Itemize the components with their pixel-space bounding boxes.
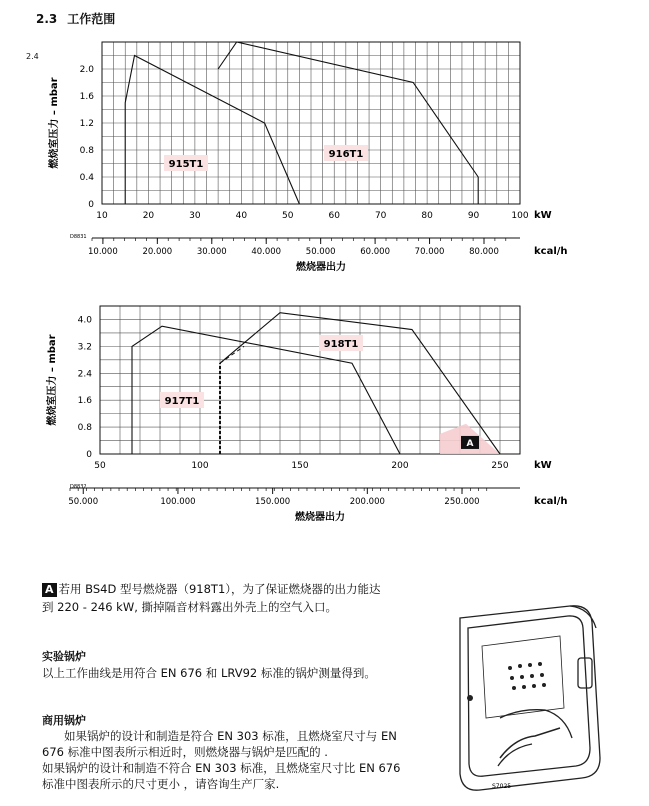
kcal-tick-label: 50.000 <box>68 497 99 507</box>
x-unit: kW <box>534 210 552 221</box>
kcal-tick-label: 40.000 <box>251 247 282 257</box>
x-tick-label: 20 <box>142 211 155 221</box>
section-number: 2.3 <box>36 12 58 26</box>
x-tick-label: 60 <box>328 211 340 221</box>
chart-code: D8832 <box>70 484 87 490</box>
y-tick-label: 0.8 <box>79 146 94 156</box>
y-axis-label: 燃烧室压力 – mbar <box>47 334 58 426</box>
y-tick-label: 0.4 <box>79 173 94 183</box>
x-tick-label: 50 <box>94 461 106 471</box>
kcal-tick-label: 10.000 <box>88 247 118 257</box>
x-tick-label: 90 <box>467 211 480 221</box>
note-a-badge: A <box>42 583 57 597</box>
y-tick-label: 3.2 <box>77 342 92 353</box>
x-tick-label: 100 <box>191 461 209 471</box>
commercial-line4: 标准中图表所示的尺寸更小 ，请咨询生产厂家. <box>42 777 280 791</box>
kcal-tick-label: 70.000 <box>414 247 445 257</box>
test-boiler-text: 以上工作曲线是用符合 EN 676 和 LRV92 标准的锅炉测量得到。 <box>42 666 376 680</box>
commercial-line1: 如果锅炉的设计和制造是符合 EN 303 标准，且燃烧室尺寸与 EN <box>64 729 397 743</box>
y-tick-label: 0.8 <box>77 423 92 434</box>
burner-illustration <box>440 598 610 798</box>
series-label: 916T1 <box>328 149 364 160</box>
y-tick-label: 0 <box>86 450 92 460</box>
x-tick-label: 30 <box>189 211 201 221</box>
commercial-line2: 676 标准中图表所示相近时，则燃烧器与锅炉是匹配的 . <box>42 745 328 759</box>
kcal-tick-label: 80.000 <box>469 247 499 257</box>
illustration-code: S7025 <box>492 783 512 790</box>
x-tick-label: 40 <box>235 211 248 221</box>
note-a <box>42 580 381 616</box>
kcal-tick-label: 30.000 <box>196 247 227 257</box>
figure-number: 2.4 <box>26 52 39 61</box>
y-tick-label: 2.4 <box>77 369 92 380</box>
series-label: 917T1 <box>164 396 200 407</box>
y-tick-label: 0 <box>88 200 94 210</box>
x-tick-label: 200 <box>391 461 409 471</box>
series-label: 918T1 <box>323 339 359 350</box>
x-axis-label: 燃烧器出力 <box>296 262 346 273</box>
y-tick-label: 1.6 <box>79 92 94 102</box>
kcal-tick-label: 20.000 <box>142 247 173 257</box>
series-line-915T1 <box>125 56 299 205</box>
x-unit: kW <box>534 460 552 471</box>
note-a-line2: 到 220 - 246 kW, 撕掉隔音材料露出外壳上的空气入口。 <box>42 600 338 614</box>
kcal-tick-label: 200.000 <box>349 497 385 507</box>
x-tick-label: 150 <box>291 461 309 471</box>
kcal-unit: kcal/h <box>534 246 568 257</box>
series-label: 915T1 <box>168 159 204 170</box>
kcal-tick-label: 60.000 <box>360 247 390 257</box>
commercial-line3: 如果锅炉的设计和制造不符合 EN 303 标准，且燃烧室尺寸比 EN 676 <box>42 761 401 775</box>
x-axis-label: 燃烧器出力 <box>295 512 345 523</box>
x-tick-label: 10 <box>96 211 108 221</box>
y-tick-label: 1.2 <box>79 119 94 129</box>
y-tick-label: 1.6 <box>77 396 92 407</box>
y-tick-label: 4.0 <box>77 315 92 326</box>
x-tick-label: 100 <box>511 211 529 221</box>
commercial-boiler-heading: 商用锅炉 <box>42 714 86 727</box>
x-tick-label: 50 <box>282 211 294 221</box>
section-title-text: 工作范围 <box>67 12 116 26</box>
chart-1 <box>0 0 649 290</box>
area-a-label: A <box>466 438 474 449</box>
commercial-boiler-text <box>42 728 400 792</box>
kcal-tick-label: 50.000 <box>305 247 336 257</box>
kcal-tick-label: 150.000 <box>255 497 291 507</box>
y-axis-label: 燃烧室压力 – mbar <box>49 77 60 169</box>
y-tick-label: 2.0 <box>79 65 94 75</box>
chart-code: D8831 <box>70 234 87 240</box>
x-tick-label: 80 <box>421 211 433 221</box>
x-tick-label: 70 <box>374 211 387 221</box>
kcal-tick-label: 250.000 <box>444 497 480 507</box>
kcal-tick-label: 100.000 <box>160 497 196 507</box>
test-boiler-heading: 实验锅炉 <box>42 650 86 663</box>
chart-2 <box>0 290 649 530</box>
note-a-line1: 若用 BS4D 型号燃烧器（918T1），为了保证燃烧器的出力能达 <box>58 582 381 596</box>
kcal-unit: kcal/h <box>534 496 568 507</box>
x-tick-label: 250 <box>491 461 509 471</box>
